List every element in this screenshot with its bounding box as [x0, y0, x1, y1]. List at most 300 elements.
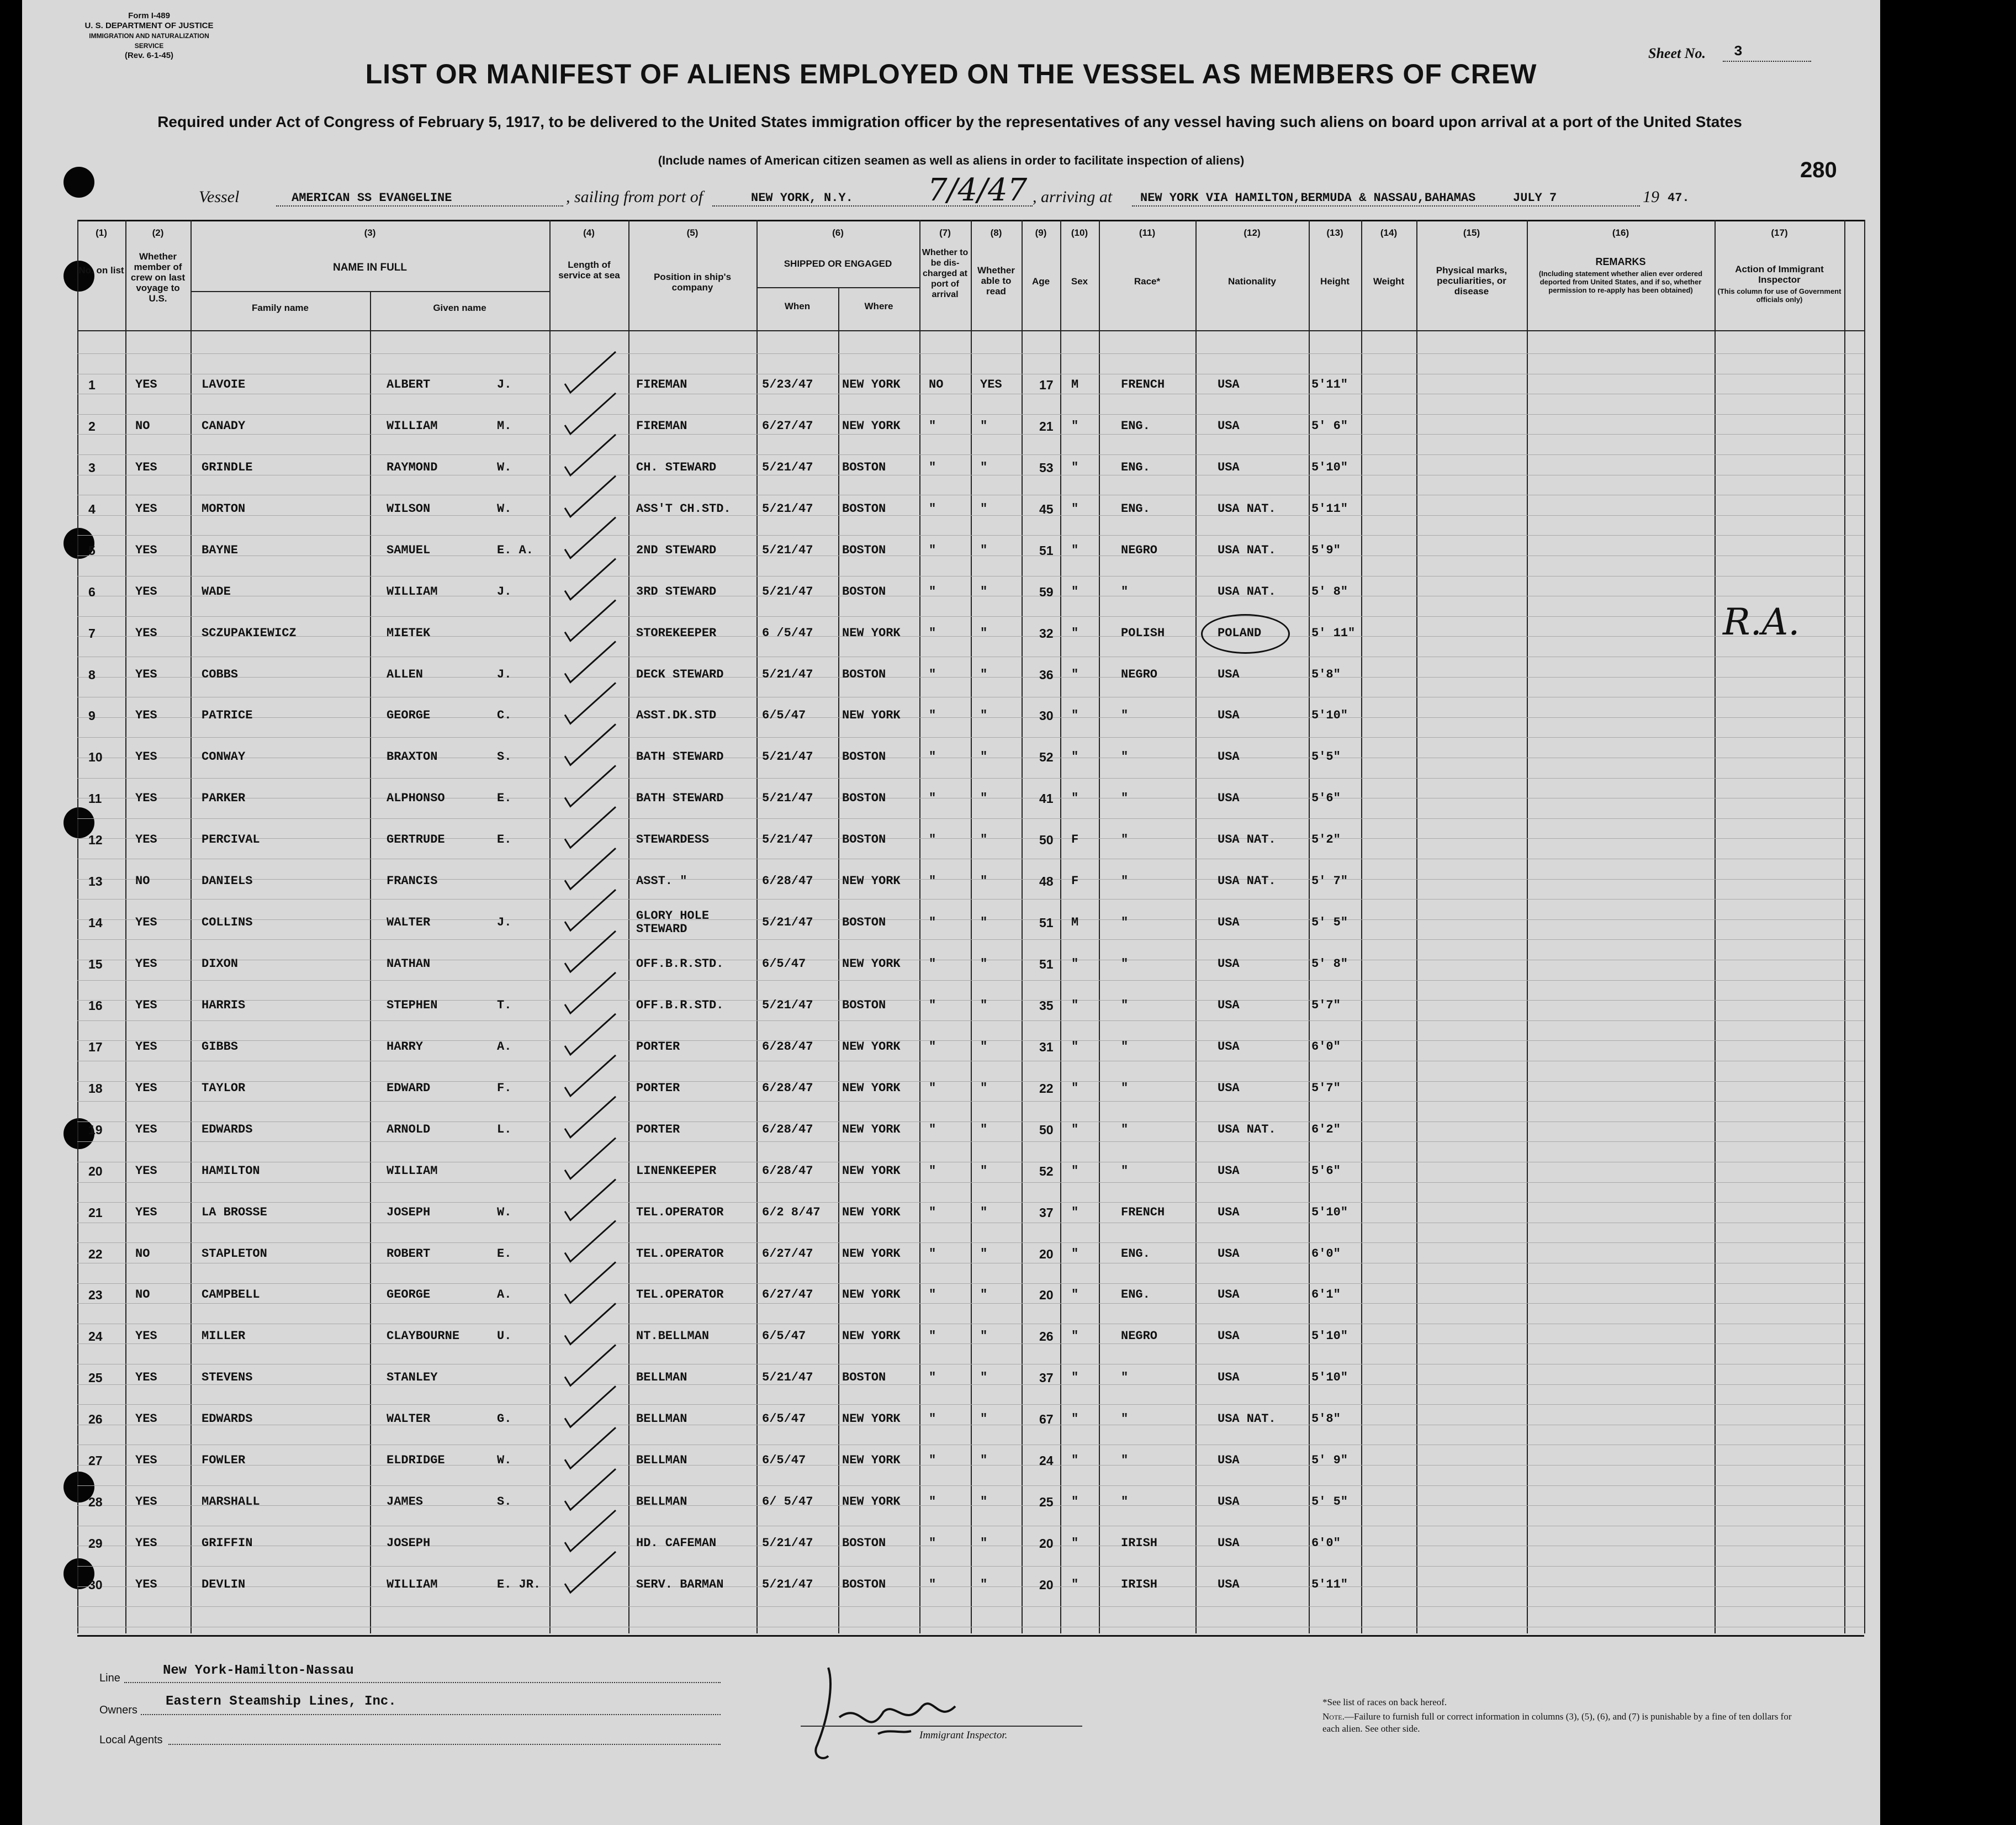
- race: ": [1121, 1163, 1129, 1178]
- given-name: MIETEK: [387, 626, 431, 640]
- position: SERV. BARMAN: [636, 1578, 724, 1591]
- check-mark: [565, 765, 616, 806]
- nationality: USA: [1218, 1453, 1240, 1468]
- agents-label: Local Agents: [99, 1734, 163, 1746]
- shipped-where: NEW YORK: [842, 378, 901, 392]
- vessel-label: Vessel: [199, 188, 240, 206]
- arrival-date: JULY 7: [1513, 191, 1557, 205]
- position: DECK STEWARD: [636, 667, 724, 681]
- to-be-discharged: ": [929, 1329, 936, 1343]
- family-name: PERCIVAL: [202, 833, 260, 847]
- to-be-discharged: ": [929, 708, 936, 723]
- height: 5'10": [1311, 1371, 1348, 1385]
- row-number: 25: [88, 1371, 103, 1385]
- height: 6'2": [1311, 1122, 1341, 1136]
- shipped-when: 6/27/47: [762, 1288, 813, 1302]
- able-to-read: ": [980, 1246, 988, 1261]
- age: 22: [1039, 1081, 1054, 1096]
- nationality-circle: [1201, 614, 1290, 654]
- age: 26: [1039, 1329, 1054, 1344]
- row-number: 1: [88, 378, 96, 392]
- given-name: WILSON: [387, 501, 431, 516]
- sex: ": [1071, 1495, 1079, 1509]
- prev-voyage: YES: [135, 833, 157, 847]
- position: TEL.OPERATOR: [636, 1288, 724, 1302]
- prev-voyage: YES: [135, 378, 157, 392]
- shipped-where: NEW YORK: [842, 1288, 901, 1302]
- to-be-discharged: ": [929, 1163, 936, 1178]
- height: 6'1": [1311, 1288, 1341, 1302]
- race: ENG.: [1121, 1288, 1150, 1302]
- year-prefix: 19: [1643, 188, 1659, 206]
- to-be-discharged: ": [929, 1039, 936, 1054]
- age: 53: [1039, 460, 1054, 475]
- sex: ": [1071, 1329, 1079, 1343]
- service: IMMIGRATION AND NATURALIZATION SERVICE: [89, 32, 209, 50]
- owners-label: Owners: [99, 1704, 137, 1716]
- position: PORTER: [636, 1081, 680, 1095]
- able-to-read: ": [980, 1122, 988, 1136]
- race: ": [1121, 1453, 1129, 1468]
- to-be-discharged: ": [929, 1205, 936, 1219]
- able-to-read: ": [980, 791, 988, 806]
- check-mark: [565, 890, 616, 930]
- height: 5' 5": [1311, 916, 1348, 930]
- height: 5' 5": [1311, 1495, 1348, 1509]
- age: 17: [1039, 378, 1054, 392]
- age: 20: [1039, 1578, 1054, 1592]
- able-to-read: ": [980, 460, 988, 474]
- nationality: USA: [1218, 378, 1240, 392]
- prev-voyage: YES: [135, 750, 157, 764]
- to-be-discharged: ": [929, 460, 936, 474]
- check-mark: [565, 1386, 616, 1427]
- name-initial: G.: [497, 1412, 512, 1426]
- shipped-where: NEW YORK: [842, 419, 901, 433]
- prev-voyage: YES: [135, 1122, 157, 1136]
- to-be-discharged: ": [929, 874, 936, 888]
- check-mark: [565, 517, 616, 558]
- nationality: USA: [1218, 1371, 1240, 1385]
- shipped-when: 5/21/47: [762, 1371, 813, 1385]
- height: 5' 11": [1311, 626, 1356, 640]
- handwritten-date: 7/4/47: [928, 172, 1028, 208]
- to-be-discharged: NO: [929, 378, 944, 392]
- col-header-height: Height: [1320, 276, 1350, 287]
- shipped-when: 5/21/47: [762, 584, 813, 599]
- row-number: 17: [88, 1039, 103, 1054]
- able-to-read: YES: [980, 378, 1002, 392]
- sex: ": [1071, 791, 1079, 806]
- name-initial: E.: [497, 1246, 512, 1261]
- check-mark: [565, 807, 616, 848]
- name-initial: J.: [497, 584, 512, 599]
- shipped-when: 6/5/47: [762, 1329, 806, 1343]
- page-subtitle: Required under Act of Congress of February 5, 1917, to be delivered to the United States immigration officer by the representatives of any vessel having such aliens on board upon arrival at a port of the United States: [157, 113, 1742, 130]
- row-number: 12: [88, 833, 103, 848]
- row-number: 30: [88, 1578, 103, 1592]
- vessel-name: AMERICAN SS EVANGELINE: [292, 191, 452, 205]
- given-name: JAMES: [387, 1495, 424, 1509]
- name-initial: W.: [497, 1453, 512, 1468]
- age: 21: [1039, 419, 1054, 433]
- col-header-action-sub: (This column for use of Government officials only): [1717, 287, 1842, 304]
- check-mark: [565, 1014, 616, 1055]
- age: 48: [1039, 874, 1054, 889]
- family-name: SCZUPAKIEWICZ: [202, 626, 297, 640]
- shipped-where: NEW YORK: [842, 1039, 901, 1054]
- to-be-discharged: ": [929, 1246, 936, 1261]
- col-header-race: Race*: [1134, 276, 1161, 287]
- position: BATH STEWARD: [636, 750, 724, 764]
- family-name: EDWARDS: [202, 1412, 253, 1426]
- prev-voyage: NO: [135, 874, 150, 888]
- row-number: 23: [88, 1288, 103, 1303]
- able-to-read: ": [980, 626, 988, 640]
- age: 52: [1039, 750, 1054, 765]
- able-to-read: ": [980, 1371, 988, 1385]
- check-mark: [565, 1179, 616, 1220]
- nationality: USA: [1218, 1246, 1240, 1261]
- family-name: CANADY: [202, 419, 246, 433]
- family-name: CONWAY: [202, 750, 246, 764]
- given-name: HARRY: [387, 1039, 424, 1054]
- height: 5' 9": [1311, 1453, 1348, 1468]
- race: ": [1121, 1371, 1129, 1385]
- check-mark: [565, 1552, 616, 1593]
- to-be-discharged: ": [929, 957, 936, 971]
- name-initial: W.: [497, 501, 512, 516]
- height: 5'7": [1311, 1081, 1341, 1095]
- shipped-when: 5/21/47: [762, 998, 813, 1012]
- position: BELLMAN: [636, 1495, 687, 1509]
- shipped-where: NEW YORK: [842, 1081, 901, 1095]
- shipped-where: NEW YORK: [842, 1205, 901, 1219]
- race: ENG.: [1121, 460, 1150, 474]
- prev-voyage: NO: [135, 419, 150, 433]
- race: FRENCH: [1121, 1205, 1165, 1219]
- family-name: DIXON: [202, 957, 239, 971]
- row-number: 18: [88, 1081, 103, 1096]
- position: 2ND STEWARD: [636, 543, 717, 557]
- given-name: STEPHEN: [387, 998, 438, 1012]
- family-name: WADE: [202, 584, 231, 599]
- check-mark: [565, 1055, 616, 1096]
- to-be-discharged: ": [929, 791, 936, 806]
- family-name: STAPLETON: [202, 1246, 267, 1261]
- check-mark: [565, 559, 616, 600]
- sex: F: [1071, 833, 1079, 847]
- name-initial: C.: [497, 708, 512, 723]
- nationality: USA NAT.: [1218, 874, 1276, 888]
- race: ENG.: [1121, 501, 1150, 516]
- check-mark: [565, 1469, 616, 1510]
- to-be-discharged: ": [929, 501, 936, 516]
- shipped-when: 6 /5/47: [762, 626, 813, 640]
- nationality: USA: [1218, 1536, 1240, 1551]
- colnum-2: (2): [152, 228, 164, 238]
- row-number: 2: [88, 419, 96, 433]
- col-header-where: Where: [864, 301, 893, 311]
- given-name: WALTER: [387, 1412, 431, 1426]
- position: GLORY HOLE STEWARD: [636, 909, 710, 937]
- sex: ": [1071, 1039, 1079, 1054]
- able-to-read: ": [980, 1288, 988, 1302]
- shipped-when: 6/28/47: [762, 1122, 813, 1136]
- shipped-where: BOSTON: [842, 1371, 886, 1385]
- race: NEGRO: [1121, 543, 1158, 557]
- nationality: USA NAT.: [1218, 501, 1276, 516]
- name-initial: J.: [497, 916, 512, 930]
- row-number: 10: [88, 750, 103, 765]
- check-mark: [565, 972, 616, 1013]
- nationality: USA: [1218, 1578, 1240, 1591]
- family-name: PATRICE: [202, 708, 253, 723]
- position: BELLMAN: [636, 1412, 687, 1426]
- col-header-remarks-sub: (Including statement whether alien ever ordered deported from United States, and if so, whether permission to re-apply has been obtained): [1538, 269, 1703, 294]
- family-name: LA BROSSE: [202, 1205, 267, 1219]
- sailing-port: NEW YORK, N.Y.: [751, 191, 853, 205]
- row-number: 4: [88, 501, 96, 516]
- shipped-where: NEW YORK: [842, 1495, 901, 1509]
- shipped-when: 6/5/47: [762, 708, 806, 723]
- colnum-5: (5): [686, 228, 699, 238]
- shipped-where: NEW YORK: [842, 1412, 901, 1426]
- note-text: —Failure to furnish full or correct information in columns (3), (5), (6), and (7) is punishable by a fine of ten dollars for each alien. See other side.: [1322, 1711, 1792, 1734]
- col-header-given: Given name: [433, 303, 486, 313]
- family-name: COLLINS: [202, 916, 253, 930]
- form-number: Form I-489: [128, 11, 170, 20]
- colnum-17: (17): [1771, 228, 1788, 238]
- sex: ": [1071, 1412, 1079, 1426]
- age: 51: [1039, 957, 1054, 972]
- position: HD. CAFEMAN: [636, 1536, 717, 1551]
- nationality: USA: [1218, 750, 1240, 764]
- height: 5'5": [1311, 750, 1341, 764]
- given-name: GERTRUDE: [387, 833, 445, 847]
- position: NT.BELLMAN: [636, 1329, 710, 1343]
- race: ": [1121, 1412, 1129, 1426]
- sex: ": [1071, 667, 1079, 681]
- shipped-where: BOSTON: [842, 543, 886, 557]
- sex: ": [1071, 460, 1079, 474]
- shipped-where: NEW YORK: [842, 1163, 901, 1178]
- able-to-read: ": [980, 1453, 988, 1468]
- name-initial: M.: [497, 419, 512, 433]
- colnum-13: (13): [1326, 228, 1343, 238]
- position: 3RD STEWARD: [636, 584, 717, 599]
- sex: M: [1071, 378, 1079, 392]
- able-to-read: ": [980, 1578, 988, 1591]
- height: 5' 8": [1311, 957, 1348, 971]
- nationality: USA: [1218, 916, 1240, 930]
- nationality: USA NAT.: [1218, 543, 1276, 557]
- family-name: BAYNE: [202, 543, 239, 557]
- check-mark: [565, 1138, 616, 1179]
- age: 24: [1039, 1453, 1054, 1468]
- name-initial: E.: [497, 791, 512, 806]
- prev-voyage: YES: [135, 543, 157, 557]
- to-be-discharged: ": [929, 1122, 936, 1136]
- line-label: Line: [99, 1672, 120, 1684]
- age: 51: [1039, 916, 1054, 930]
- prev-voyage: YES: [135, 1495, 157, 1509]
- position: PORTER: [636, 1122, 680, 1136]
- name-initial: A.: [497, 1288, 512, 1302]
- col-header-weight: Weight: [1373, 276, 1405, 287]
- col-header-discharged: Whether to be dis-charged at port of arrival: [922, 248, 969, 299]
- prev-voyage: YES: [135, 1039, 157, 1054]
- shipped-where: NEW YORK: [842, 708, 901, 723]
- department: U. S. DEPARTMENT OF JUSTICE: [84, 21, 214, 30]
- shipped-when: 6/2 8/47: [762, 1205, 821, 1219]
- given-name: WILLIAM: [387, 1163, 438, 1178]
- row-number: 21: [88, 1205, 103, 1220]
- check-mark: [565, 724, 616, 765]
- prev-voyage: YES: [135, 1371, 157, 1385]
- name-initial: E. A.: [497, 543, 534, 557]
- shipped-where: NEW YORK: [842, 1453, 901, 1468]
- shipped-where: NEW YORK: [842, 874, 901, 888]
- nationality: USA: [1218, 791, 1240, 806]
- inspector-label: Immigrant Inspector.: [919, 1729, 1008, 1741]
- col-header-no: No. on list: [78, 265, 124, 276]
- sex: ": [1071, 957, 1079, 971]
- prev-voyage: YES: [135, 708, 157, 723]
- nationality: USA: [1218, 998, 1240, 1012]
- nationality: USA: [1218, 1081, 1240, 1095]
- position: STOREKEEPER: [636, 626, 717, 640]
- shipped-where: BOSTON: [842, 584, 886, 599]
- name-initial: S.: [497, 750, 512, 764]
- nationality: USA: [1218, 1495, 1240, 1509]
- prev-voyage: YES: [135, 791, 157, 806]
- shipped-where: NEW YORK: [842, 1246, 901, 1261]
- line-value: New York-Hamilton-Nassau: [163, 1663, 354, 1678]
- nationality: POLAND: [1218, 626, 1262, 640]
- given-name: WALTER: [387, 916, 431, 930]
- race: NEGRO: [1121, 667, 1158, 681]
- prev-voyage: YES: [135, 501, 157, 516]
- family-name: DEVLIN: [202, 1578, 246, 1591]
- race: ": [1121, 998, 1129, 1012]
- row-number: 27: [88, 1453, 103, 1468]
- check-mark: [565, 1510, 616, 1551]
- to-be-discharged: ": [929, 1578, 936, 1591]
- shipped-when: 6/28/47: [762, 1039, 813, 1054]
- row-number: 11: [88, 791, 102, 806]
- height: 5'11": [1311, 501, 1348, 516]
- family-name: CAMPBELL: [202, 1288, 260, 1302]
- row-number: 3: [88, 460, 96, 475]
- col-header-position: Position in ship's company: [653, 272, 732, 293]
- able-to-read: ": [980, 1536, 988, 1551]
- race: IRISH: [1121, 1536, 1158, 1551]
- sex: ": [1071, 1536, 1079, 1551]
- sex: ": [1071, 1288, 1079, 1302]
- family-name: LAVOIE: [202, 378, 246, 392]
- shipped-when: 5/21/47: [762, 916, 813, 930]
- row-number: 6: [88, 584, 96, 599]
- shipped-when: 5/21/47: [762, 460, 813, 474]
- to-be-discharged: ": [929, 1371, 936, 1385]
- name-initial: U.: [497, 1329, 512, 1343]
- age: 32: [1039, 626, 1054, 641]
- height: 5'9": [1311, 543, 1341, 557]
- age: 45: [1039, 501, 1054, 516]
- stamp-number: 280: [1800, 158, 1837, 182]
- col-header-prev-voyage: Whether member of crew on last voyage to U.S.: [130, 251, 186, 304]
- race: ": [1121, 916, 1129, 930]
- given-name: NATHAN: [387, 957, 431, 971]
- name-initial: S.: [497, 1495, 512, 1509]
- row-number: 7: [88, 626, 96, 641]
- able-to-read: ": [980, 501, 988, 516]
- row-number: 29: [88, 1536, 103, 1551]
- prev-voyage: YES: [135, 957, 157, 971]
- shipped-when: 6/ 5/47: [762, 1495, 813, 1509]
- name-initial: J.: [497, 667, 512, 681]
- able-to-read: ": [980, 584, 988, 599]
- age: 36: [1039, 667, 1054, 682]
- sex: ": [1071, 626, 1079, 640]
- check-mark: [565, 476, 616, 517]
- sex: ": [1071, 584, 1079, 599]
- shipped-when: 5/21/47: [762, 791, 813, 806]
- shipped-where: NEW YORK: [842, 626, 901, 640]
- nationality: USA NAT.: [1218, 584, 1276, 599]
- sex: ": [1071, 1163, 1079, 1178]
- prev-voyage: YES: [135, 998, 157, 1012]
- height: 5'8": [1311, 1412, 1341, 1426]
- shipped-when: 6/5/47: [762, 1412, 806, 1426]
- family-name: MORTON: [202, 501, 246, 516]
- height: 5'11": [1311, 1578, 1348, 1591]
- able-to-read: ": [980, 667, 988, 681]
- family-name: FOWLER: [202, 1453, 246, 1468]
- shipped-where: NEW YORK: [842, 1122, 901, 1136]
- height: 5'6": [1311, 1163, 1341, 1178]
- given-name: WILLIAM: [387, 419, 438, 433]
- able-to-read: ": [980, 957, 988, 971]
- to-be-discharged: ": [929, 1412, 936, 1426]
- nationality: USA: [1218, 460, 1240, 474]
- shipped-where: NEW YORK: [842, 957, 901, 971]
- height: 5' 7": [1311, 874, 1348, 888]
- name-initial: J.: [497, 378, 512, 392]
- sheet-label: Sheet No.: [1648, 45, 1706, 61]
- given-name: SAMUEL: [387, 543, 431, 557]
- sex: ": [1071, 1122, 1079, 1136]
- position: FIREMAN: [636, 419, 687, 433]
- race: IRISH: [1121, 1578, 1158, 1591]
- to-be-discharged: ": [929, 543, 936, 557]
- race: ": [1121, 791, 1129, 806]
- given-name: ELDRIDGE: [387, 1453, 445, 1468]
- name-initial: F.: [497, 1081, 512, 1095]
- position: BELLMAN: [636, 1453, 687, 1468]
- age: 59: [1039, 584, 1054, 599]
- prev-voyage: YES: [135, 1081, 157, 1095]
- year-suffix: 47.: [1668, 191, 1690, 205]
- able-to-read: ": [980, 874, 988, 888]
- col-header-when: When: [784, 301, 811, 311]
- name-initial: A.: [497, 1039, 512, 1054]
- page-title: LIST OR MANIFEST OF ALIENS EMPLOYED ON THE VESSEL AS MEMBERS OF CREW: [365, 59, 1537, 89]
- shipped-where: BOSTON: [842, 1536, 886, 1551]
- check-mark: [565, 1303, 616, 1344]
- nationality: USA: [1218, 1205, 1240, 1219]
